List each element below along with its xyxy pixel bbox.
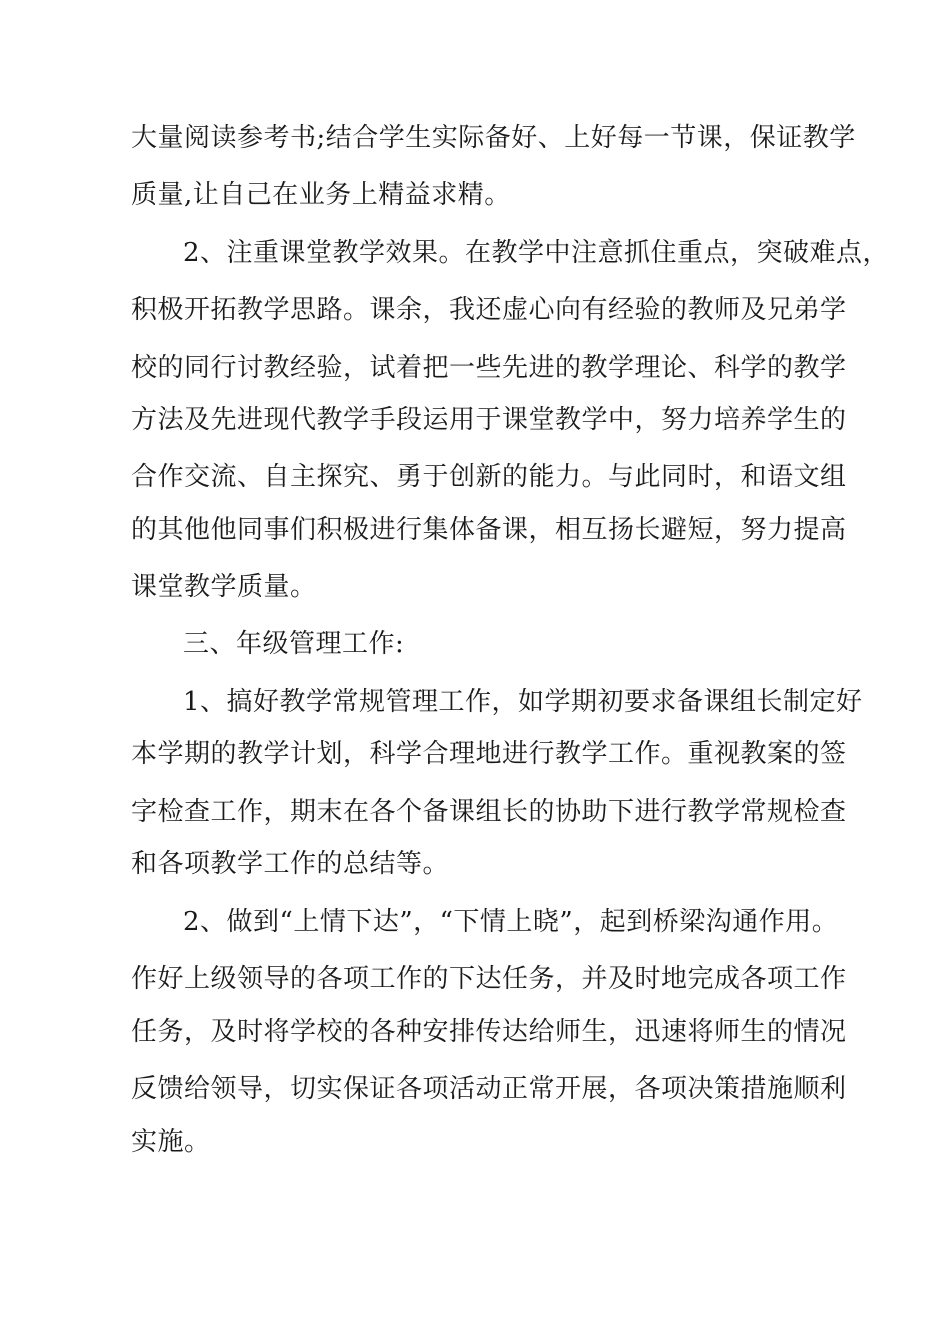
- paragraph-line: 本学期的教学计划，科学合理地进行教学工作。重视教案的签: [131, 739, 847, 769]
- paragraph-line: 实施。: [131, 1127, 211, 1157]
- paragraph-line: 字检查工作，期末在各个备课组长的协助下进行教学常规检查: [131, 797, 847, 827]
- paragraph-line: 任务，及时将学校的各种安排传达给师生，迅速将师生的情况: [131, 1017, 847, 1047]
- paragraph-line: 积极开拓教学思路。课余，我还虚心向有经验的教师及兄弟学: [131, 295, 847, 325]
- paragraph-line: 大量阅读参考书;结合学生实际备好、上好每一节课，保证教学: [131, 123, 856, 153]
- paragraph-line: 合作交流、自主探究、勇于创新的能力。与此同时，和语文组: [131, 462, 847, 492]
- paragraph-line: 和各项教学工作的总结等。: [131, 849, 450, 879]
- section-heading: 三、年级管理工作:: [183, 629, 405, 659]
- paragraph-line: 校的同行讨教经验，试着把一些先进的教学理论、科学的教学: [131, 353, 847, 383]
- paragraph-line: 作好上级领导的各项工作的下达任务，并及时地完成各项工作: [131, 964, 847, 994]
- paragraph-line: 2、注重课堂教学效果。在教学中注意抓住重点，突破难点，: [183, 238, 890, 268]
- paragraph-line: 的其他他同事们积极进行集体备课，相互扬长避短，努力提高: [131, 515, 847, 545]
- paragraph-line: 1、搞好教学常规管理工作，如学期初要求备课组长制定好: [183, 687, 863, 717]
- paragraph-line: 质量,让自己在业务上精益求精。: [131, 180, 511, 210]
- paragraph-line: 课堂教学质量。: [131, 572, 317, 602]
- paragraph-line: 2、做到“上情下达”，“下情上晓”，起到桥梁沟通作用。: [183, 907, 839, 937]
- paragraph-line: 反馈给领导，切实保证各项活动正常开展，各项决策措施顺利: [131, 1074, 847, 1104]
- paragraph-line: 方法及先进现代教学手段运用于课堂教学中，努力培养学生的: [131, 405, 847, 435]
